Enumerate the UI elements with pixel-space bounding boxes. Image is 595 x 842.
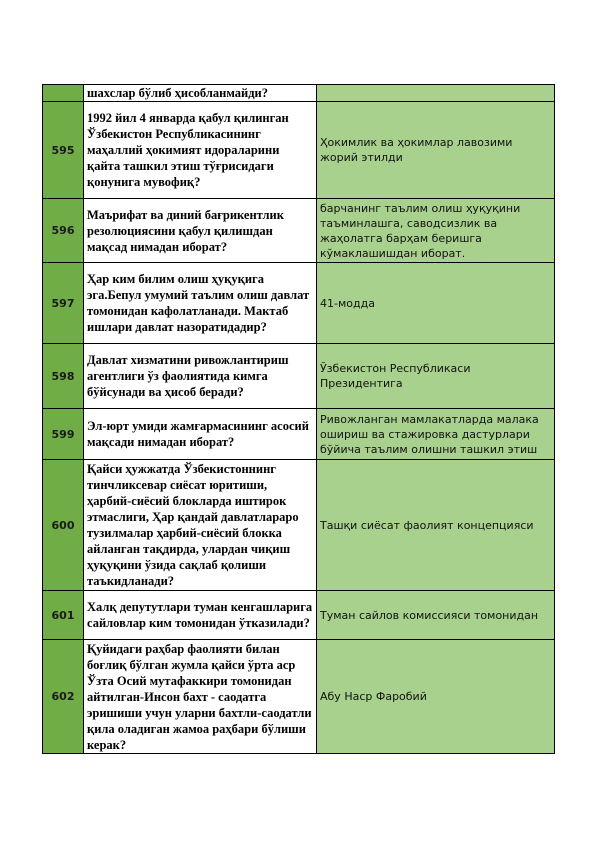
table-row bbox=[43, 409, 555, 460]
question-cell: Қуйидаги раҳбар фаолияти билан боғлиқ бўлган жумла қайси ўрта аср Ўзта Осий мутафаккири томонидан айтилган-Инсон бахт - саодатга эришиши учун уларни бахтли-саодатли қила оладиган жамоа раҳбари бўлиши керак? bbox=[84, 640, 317, 754]
table-row bbox=[43, 199, 555, 263]
table-row bbox=[43, 640, 555, 754]
question-cell: Халқ депутутлари туман кенгашларига сайловлар ким томонидан ўтказилади? bbox=[84, 591, 317, 640]
question-cell: 1992 йил 4 январда қабул қилинган Ўзбекистон Республикасининг маҳаллий ҳокимият идораларини қайта ташкил этиш тўғрисидаги қонунига мувофиқ? bbox=[84, 102, 317, 199]
row-number: 597 bbox=[43, 263, 84, 344]
answer-cell: барчанинг таълим олиш ҳуқуқини таъминлашга, саводсизлик ва жаҳолатга барҳам беришга кўмаклашишдан иборат. bbox=[317, 199, 555, 263]
table-row bbox=[43, 85, 555, 102]
row-number: 596 bbox=[43, 199, 84, 263]
question-cell: Ҳар ким билим олиш ҳуқуқига эга.Бепул умумий таълим олиш давлат томонидан кафолатланади. Мактаб ишлари давлат назоратидадир? bbox=[84, 263, 317, 344]
answer-cell: Ҳокимлик ва ҳокимлар лавозими жорий этилди bbox=[317, 102, 555, 199]
row-number bbox=[43, 85, 84, 102]
row-number: 595 bbox=[43, 102, 84, 199]
row-number: 598 bbox=[43, 344, 84, 409]
answer-cell: Туман сайлов комиссияси томонидан bbox=[317, 591, 555, 640]
row-number: 602 bbox=[43, 640, 84, 754]
row-number: 601 bbox=[43, 591, 84, 640]
question-cell: Эл-юрт умиди жамғармасининг асосий мақсади нимадан иборат? bbox=[84, 409, 317, 460]
question-cell: Маърифат ва диний бағрикентлик резолюциясини қабул қилишдан мақсад нимадан иборат? bbox=[84, 199, 317, 263]
question-cell: Давлат хизматини ривожлантириш агентлиги ўз фаолиятида кимга бўйсунади ва ҳисоб беради? bbox=[84, 344, 317, 409]
answer-cell: Ташқи сиёсат фаолият концепцияси bbox=[317, 460, 555, 591]
question-cell: Қайси ҳужжатда Ўзбекистоннинг тинчликсевар сиёсат юритиши, ҳарбий-сиёсий блокларда иштирок этмаслиги, Ҳар қандай давлатлараро тузилмалар ҳарбий-сиёсий блокка айланган тақдирда, улардан чиқиш ҳуқуқини ўзида сақлаб қолиши таъкидланади? bbox=[84, 460, 317, 591]
table-row bbox=[43, 263, 555, 344]
answer-cell bbox=[317, 85, 555, 102]
qa-table bbox=[42, 84, 555, 754]
table-row bbox=[43, 344, 555, 409]
table-row bbox=[43, 460, 555, 591]
answer-cell: 41-модда bbox=[317, 263, 555, 344]
table-row bbox=[43, 591, 555, 640]
answer-cell: Ривожланган мамлакатларда малака ошириш ва стажировка дастурлари бўйича таълим олишни ташкил этиш bbox=[317, 409, 555, 460]
answer-cell: Ўзбекистон Республикаси Президентига bbox=[317, 344, 555, 409]
question-cell: шахслар бўлиб ҳисобланмайди? bbox=[84, 85, 317, 102]
row-number: 599 bbox=[43, 409, 84, 460]
row-number: 600 bbox=[43, 460, 84, 591]
table-row bbox=[43, 102, 555, 199]
answer-cell: Абу Наср Фаробий bbox=[317, 640, 555, 754]
